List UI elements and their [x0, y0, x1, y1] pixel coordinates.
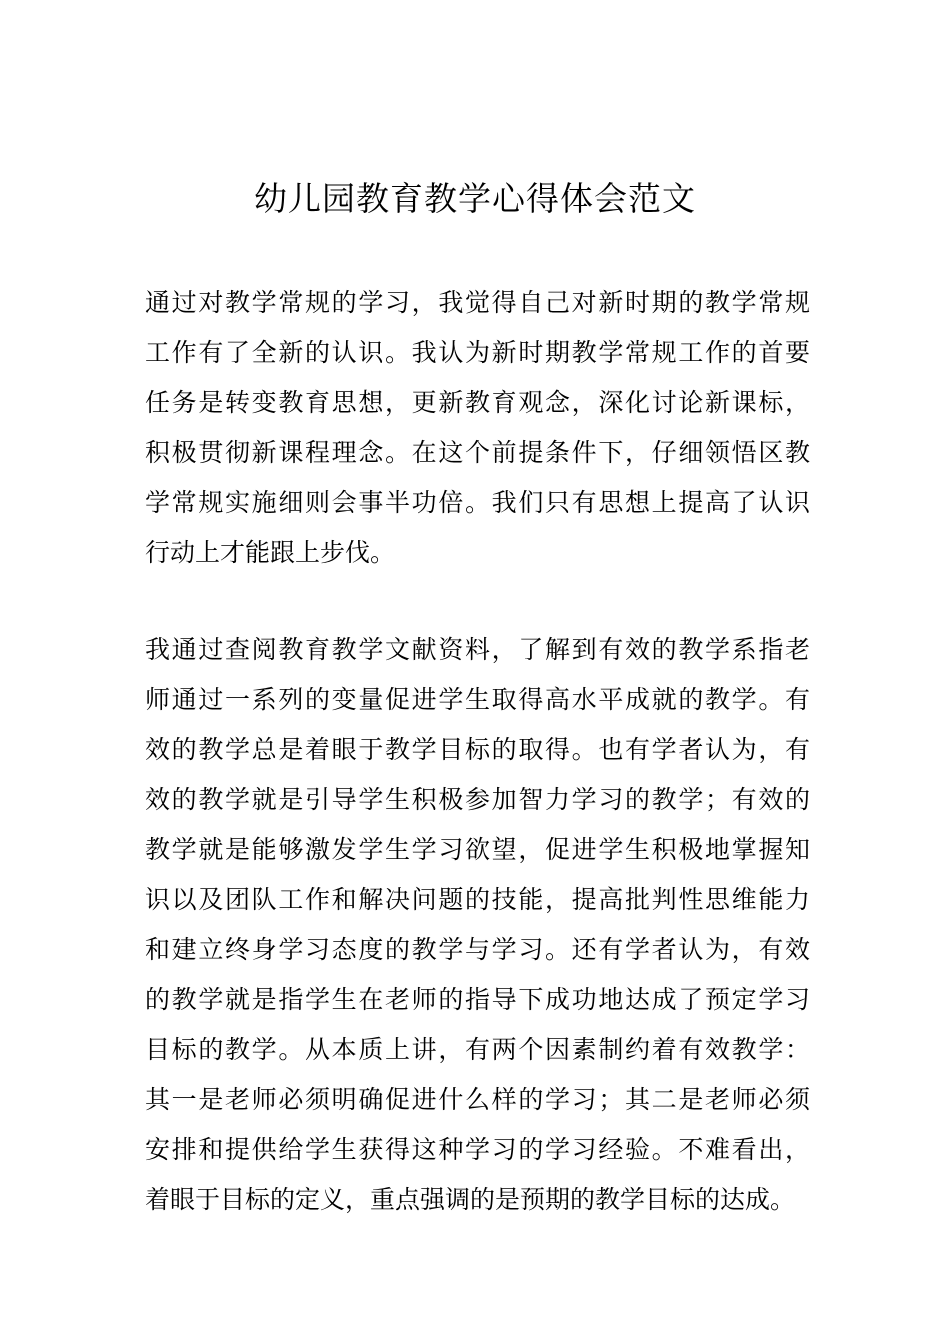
- paragraph-line: 效的教学就是引导学生积极参加智力学习的教学；有效的: [145, 785, 810, 814]
- document-title: 幼儿园教育教学心得体会范文: [254, 179, 696, 218]
- paragraph-2: [145, 625, 810, 1225]
- paragraph-line: 教学就是能够激发学生学习欲望，促进学生积极地掌握知: [145, 835, 810, 864]
- paragraph-line: 识以及团队工作和解决问题的技能，提高批判性思维能力: [145, 885, 810, 914]
- paragraph-line: 工作有了全新的认识。我认为新时期教学常规工作的首要: [145, 338, 810, 367]
- paragraph-line: 和建立终身学习态度的教学与学习。还有学者认为，有效: [145, 935, 810, 964]
- paragraph-line: 其一是老师必须明确促进什么样的学习；其二是老师必须: [145, 1085, 810, 1114]
- paragraph-line: 行动上才能跟上步伐。: [145, 538, 396, 567]
- paragraph-line: 效的教学总是着眼于教学目标的取得。也有学者认为，有: [145, 735, 810, 764]
- paragraph-line: 积极贯彻新课程理念。在这个前提条件下，仔细领悟区教: [145, 438, 810, 467]
- paragraph-line: 任务是转变教育思想，更新教育观念，深化讨论新课标，: [145, 388, 810, 417]
- paragraph-line: 通过对教学常规的学习，我觉得自己对新时期的教学常规: [145, 288, 810, 317]
- paragraph-line: 学常规实施细则会事半功倍。我们只有思想上提高了认识: [145, 488, 810, 517]
- paragraph-line: 我通过查阅教育教学文献资料，了解到有效的教学系指老: [145, 635, 810, 664]
- paragraph-1: [145, 278, 810, 578]
- paragraph-line: 师通过一系列的变量促进学生取得高水平成就的教学。有: [145, 685, 810, 714]
- paragraph-line: 的教学就是指学生在老师的指导下成功地达成了预定学习: [145, 985, 810, 1014]
- paragraph-line: 着眼于目标的定义，重点强调的是预期的教学目标的达成。: [145, 1185, 796, 1214]
- paragraph-line: 目标的教学。从本质上讲，有两个因素制约着有效教学：: [145, 1035, 810, 1064]
- paragraph-line: 安排和提供给学生获得这种学习的学习经验。不难看出，: [145, 1135, 810, 1164]
